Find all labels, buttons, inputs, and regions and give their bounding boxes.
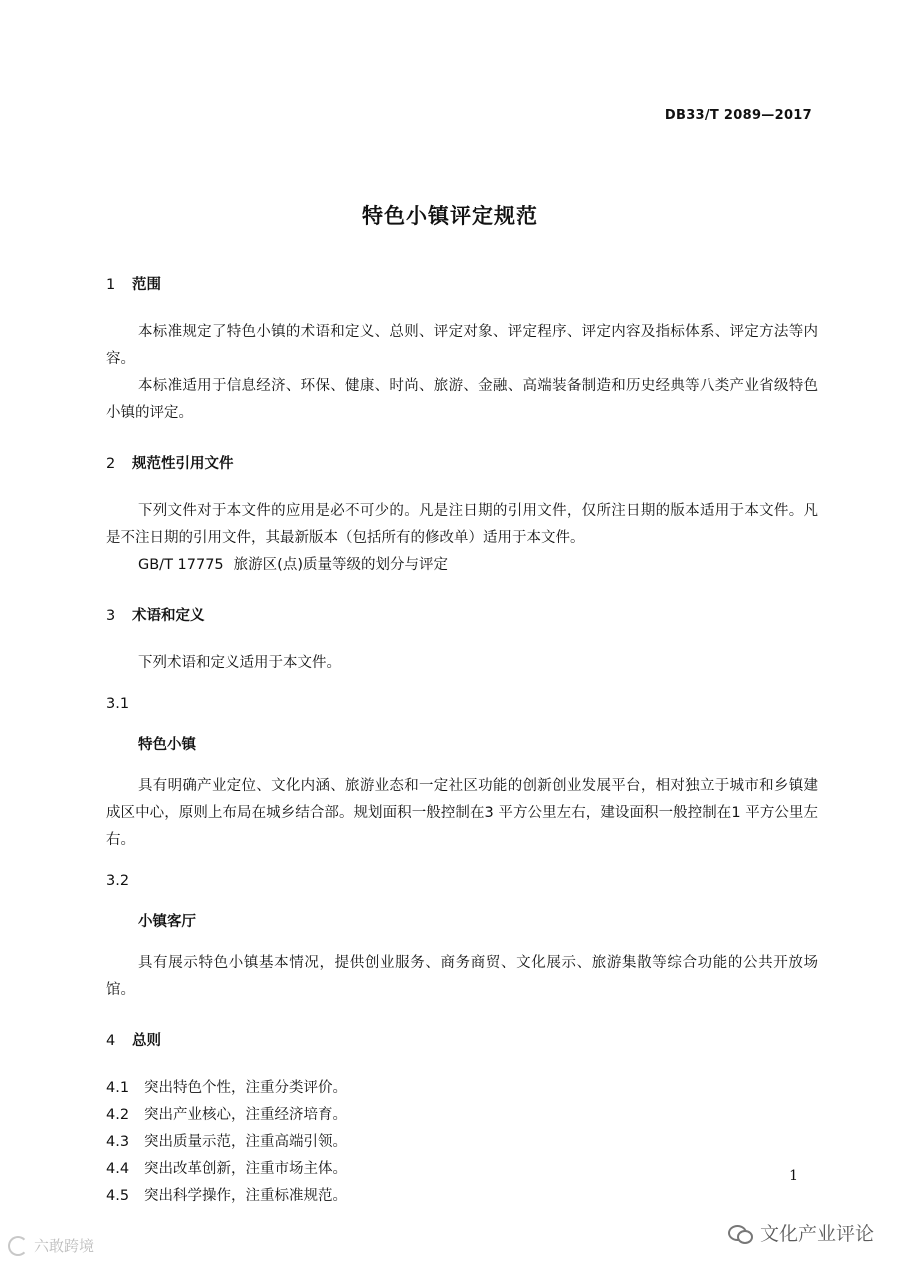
- section-title: 范围: [132, 277, 161, 293]
- watermark-left: [8, 1235, 94, 1256]
- term-3-2-definition: 具有展示特色小镇基本情况，提供创业服务、商务商贸、文化展示、旅游集散等综合功能的公共开放场馆。: [106, 955, 818, 998]
- item-text: 突出特色个性，注重分类评价。: [144, 1080, 347, 1096]
- item-text: 突出质量示范，注重高端引领。: [144, 1134, 347, 1150]
- scope-paragraph-1: 本标准规定了特色小镇的术语和定义、总则、评定对象、评定程序、评定内容及指标体系、评定方法等内容。: [106, 324, 818, 367]
- item-number: 4.3: [106, 1134, 130, 1150]
- term-3-2-number: 3.2: [106, 873, 130, 889]
- document-body: [106, 272, 818, 1210]
- term-3-2-name: 小镇客厅: [138, 914, 196, 930]
- watermark-right-text: 文化产业评论: [759, 1223, 874, 1245]
- watermark-right: [728, 1219, 874, 1246]
- section-4-heading: [106, 1028, 818, 1055]
- item-number: 4.4: [106, 1161, 130, 1177]
- section-2-heading: [106, 451, 818, 478]
- item-text: 突出产业核心，注重经济培育。: [144, 1107, 347, 1123]
- section-number: 2: [106, 456, 116, 472]
- section-title: 规范性引用文件: [132, 456, 234, 472]
- watermark-left-text: 六敢跨境: [34, 1237, 95, 1255]
- principle-item: [106, 1183, 818, 1210]
- principle-item: [106, 1156, 818, 1183]
- section-1-heading: [106, 272, 818, 299]
- item-text: 突出科学操作，注重标准规范。: [144, 1188, 347, 1204]
- reference-title: 旅游区(点)质量等级的划分与评定: [233, 557, 448, 573]
- document-title: 特色小镇评定规范: [362, 204, 538, 228]
- page-number: 1: [789, 1168, 798, 1184]
- references-paragraph: 下列文件对于本文件的应用是必不可少的。凡是注日期的引用文件，仅所注日期的版本适用于本文件。凡是不注日期的引用文件，其最新版本（包括所有的修改单）适用于本文件。: [106, 503, 818, 546]
- section-number: 4: [106, 1033, 116, 1049]
- section-title: 术语和定义: [132, 608, 205, 624]
- wechat-icon: [728, 1223, 752, 1243]
- section-title: 总则: [132, 1033, 161, 1049]
- item-number: 4.2: [106, 1107, 130, 1123]
- watermark-logo-icon: [8, 1236, 28, 1256]
- standard-code: DB33/T 2089—2017: [664, 108, 812, 123]
- section-3-heading: [106, 603, 818, 630]
- reference-code: GB/T 17775: [138, 557, 224, 573]
- item-number: 4.5: [106, 1188, 130, 1204]
- reference-entry: [106, 552, 818, 579]
- item-text: 突出改革创新，注重市场主体。: [144, 1161, 347, 1177]
- terms-intro-paragraph: 下列术语和定义适用于本文件。: [138, 655, 341, 671]
- principle-item: [106, 1102, 818, 1129]
- section-number: 1: [106, 277, 116, 293]
- scope-paragraph-2: 本标准适用于信息经济、环保、健康、时尚、旅游、金融、高端装备制造和历史经典等八类产业省级特色小镇的评定。: [106, 378, 818, 421]
- term-3-1-definition: 具有明确产业定位、文化内涵、旅游业态和一定社区功能的创新创业发展平台，相对独立于城市和乡镇建成区中心，原则上布局在城乡结合部。规划面积一般控制在3 平方公里左右，建设面积一般控制在1 平方公里左右。: [106, 778, 818, 848]
- term-3-1-number: 3.1: [106, 696, 130, 712]
- item-number: 4.1: [106, 1080, 130, 1096]
- principle-item: [106, 1129, 818, 1156]
- section-number: 3: [106, 608, 116, 624]
- principle-item: [106, 1075, 818, 1102]
- term-3-1-name: 特色小镇: [138, 737, 196, 753]
